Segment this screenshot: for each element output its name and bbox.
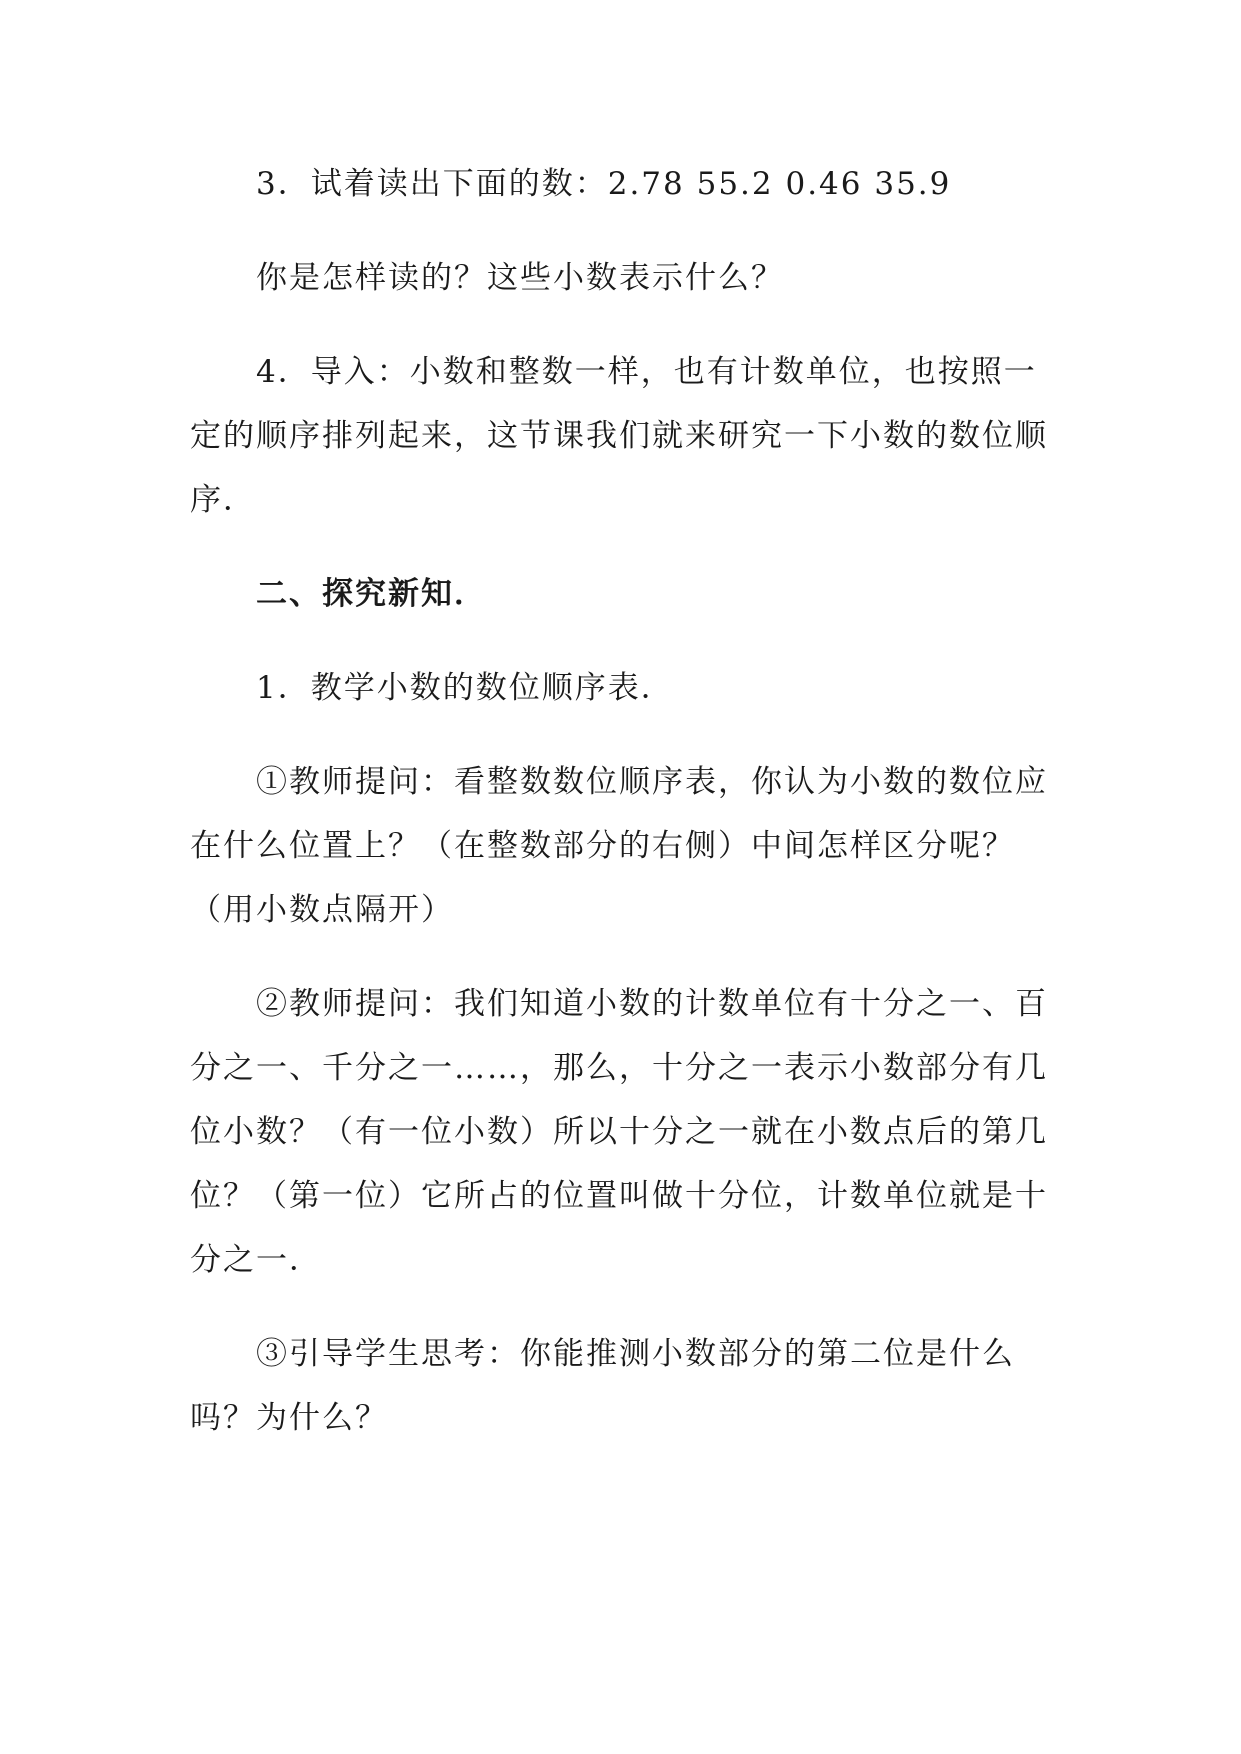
paragraph-line: ②教师提问：我们知道小数的计数单位有十分之一、百 [256,986,1048,1022]
paragraph-line: （用小数点隔开） [190,892,454,928]
paragraph-line: 吗？为什么？ [190,1400,388,1436]
paragraph-line: 位？（第一位）它所占的位置叫做十分位，计数单位就是十 [190,1178,1048,1214]
paragraph-line: 1．教学小数的数位顺序表． [256,670,674,706]
paragraph-line: 序． [190,482,256,518]
paragraph-line: 在什么位置上？（在整数部分的右侧）中间怎样区分呢？ [190,828,1015,864]
paragraph-line: ①教师提问：看整数数位顺序表，你认为小数的数位应 [256,764,1048,800]
paragraph-line: 分之一、千分之一……，那么，十分之一表示小数部分有几 [190,1050,1048,1086]
paragraph-line: 定的顺序排列起来，这节课我们就来研究一下小数的数位顺 [190,418,1048,454]
paragraph-line: 位小数？（有一位小数）所以十分之一就在小数点后的第几 [190,1114,1048,1150]
paragraph-line: 分之一． [190,1242,322,1278]
section-heading: 二、探究新知． [256,576,487,612]
paragraph-line: 你是怎样读的？这些小数表示什么？ [256,260,784,296]
paragraph-line: ③引导学生思考：你能推测小数部分的第二位是什么 [256,1336,1015,1372]
paragraph-line: 3．试着读出下面的数：2.78 55.2 0.46 35.9 [256,166,952,202]
paragraph-line: 4．导入：小数和整数一样，也有计数单位，也按照一 [256,354,1037,390]
